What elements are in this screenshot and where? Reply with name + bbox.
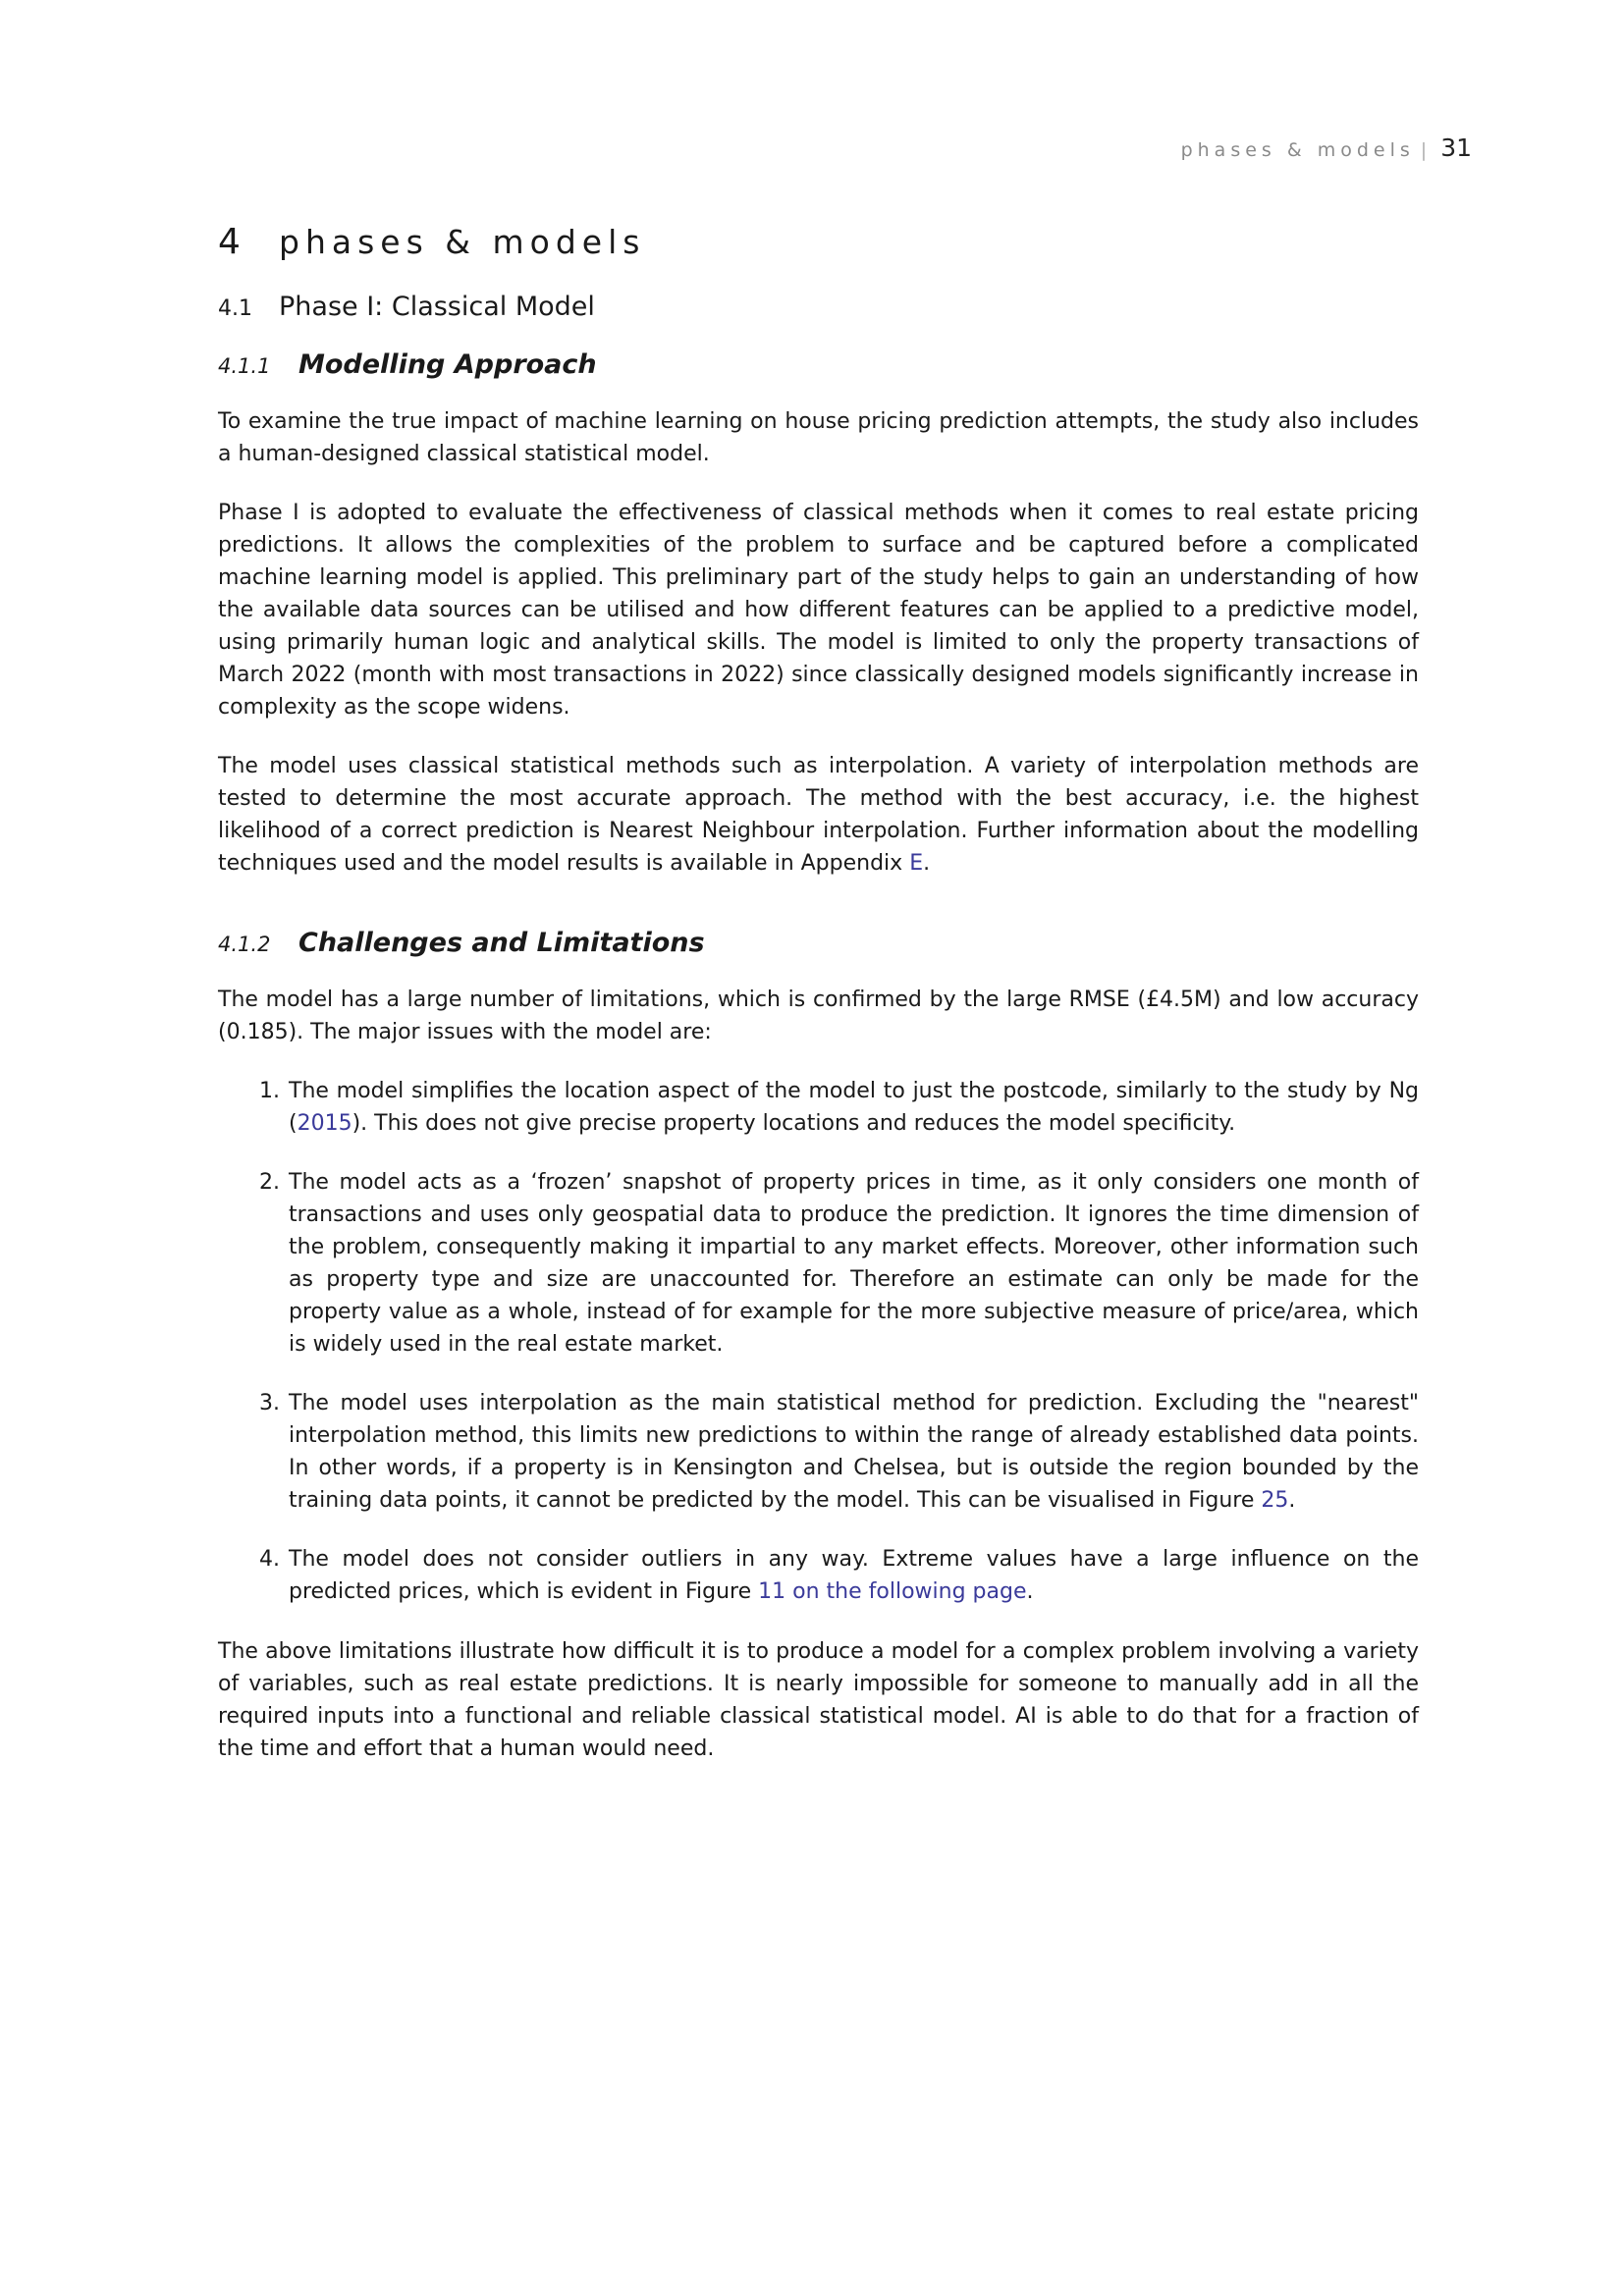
list-item: 2. The model acts as a ‘frozen’ snapshot of property prices in time, as it only considers one month of transactions and uses only geospatial data to produce the prediction. It ignores the time dimension of the problem, consequently making it impartial to any market effects. Moreover, other information such as property type and size are unaccounted for. Therefore an estimate can only be made for the property value as a whole, instead of for example for the more subjective measure of price/area, which is widely used in the real estate market. xyxy=(287,1166,1419,1361)
figure-link[interactable]: 11 on the following page xyxy=(758,1579,1027,1604)
chapter-number: 4 xyxy=(218,222,241,262)
running-head xyxy=(1181,133,1472,162)
running-head-separator: | xyxy=(1420,139,1428,161)
paragraph: Phase I is adopted to evaluate the effectiveness of classical methods when it comes to real estate pricing predictions. It allows the complexities of the problem to surface and be captured before a complicated machine learning model is applied. This preliminary part of the study helps to gain an understanding of how the available data sources can be utilised and how different features can be applied to a predictive model, using primarily human logic and analytical skills. The model is limited to only the property transactions of March 2022 (month with most transactions in 2022) since classically designed models significantly increase in complexity as the scope widens. xyxy=(218,501,1419,720)
section-heading xyxy=(218,292,1419,322)
citation-link[interactable]: 2015 xyxy=(297,1111,352,1136)
list-item xyxy=(287,1075,1419,1140)
paragraph: To examine the true impact of machine learning on house pricing prediction attempts, the study also includes a human-designed classical statistical model. xyxy=(218,409,1419,466)
chapter-heading xyxy=(218,222,1419,262)
page-number: 31 xyxy=(1440,133,1472,162)
list-item-text: The model uses interpolation as the main statistical method for prediction. Excluding the "nearest" interpolation method, this limits new predictions to within the range of already established data points. In other words, if a property is in Kensington and Chelsea, but is outside the region bounded by the training data points, it cannot be predicted by the model. This can be visualised in Figure xyxy=(289,1391,1419,1513)
list-item-text: ). This does not give precise property locations and reduces the model specificity. xyxy=(352,1111,1236,1136)
figure-link[interactable]: 25 xyxy=(1261,1488,1289,1513)
subsection-number: 4.1.2 xyxy=(218,933,271,956)
running-head-title: phases & models xyxy=(1180,139,1415,161)
subsection-number: 4.1.1 xyxy=(218,354,271,378)
appendix-link[interactable]: E xyxy=(909,851,924,876)
page-content xyxy=(218,222,1419,1791)
paragraph xyxy=(218,750,1419,880)
list-item-text: . xyxy=(1288,1488,1296,1513)
list-item-text: The model does not consider outliers in any way. Extreme values have a large influence on the predicted prices, which is evident in Figure xyxy=(289,1547,1419,1604)
subsection-title: Challenges and Limitations xyxy=(298,928,705,958)
paragraph-text: The model uses classical statistical methods such as interpolation. A variety of interpolation methods are tested to determine the most accurate approach. The method with the best accuracy, i.e. the highest likelihood of a correct prediction is Nearest Neighbour interpolation. Further information about the modelling techniques used and the model results is available in Appendix xyxy=(218,754,1419,876)
section-title: Phase I: Classical Model xyxy=(279,292,595,322)
limitations-list xyxy=(218,1075,1419,1608)
list-item-text: . xyxy=(1026,1579,1034,1604)
paragraph: The model has a large number of limitations, which is confirmed by the large RMSE (£4.5M) and low accuracy (0.185). The major issues with the model are: xyxy=(218,988,1419,1044)
list-item xyxy=(287,1387,1419,1517)
section-number: 4.1 xyxy=(218,296,252,321)
subsection-title: Modelling Approach xyxy=(298,349,597,380)
list-item-text: The model simplifies the location aspect of the model to just the postcode, similarly to the study by Ng ( xyxy=(289,1079,1419,1136)
paragraph: The above limitations illustrate how difficult it is to produce a model for a complex problem involving a variety of variables, such as real estate predictions. It is nearly impossible for someone to manually add in all the required inputs into a functional and reliable classical statistical model. AI is able to do that for a fraction of the time and effort that a human would need. xyxy=(218,1639,1419,1761)
subsection-heading-modelling xyxy=(218,349,1419,380)
paragraph-end: . xyxy=(923,851,931,876)
subsection-heading-challenges xyxy=(218,928,1419,958)
list-item xyxy=(287,1543,1419,1608)
chapter-title: phases & models xyxy=(279,223,646,261)
